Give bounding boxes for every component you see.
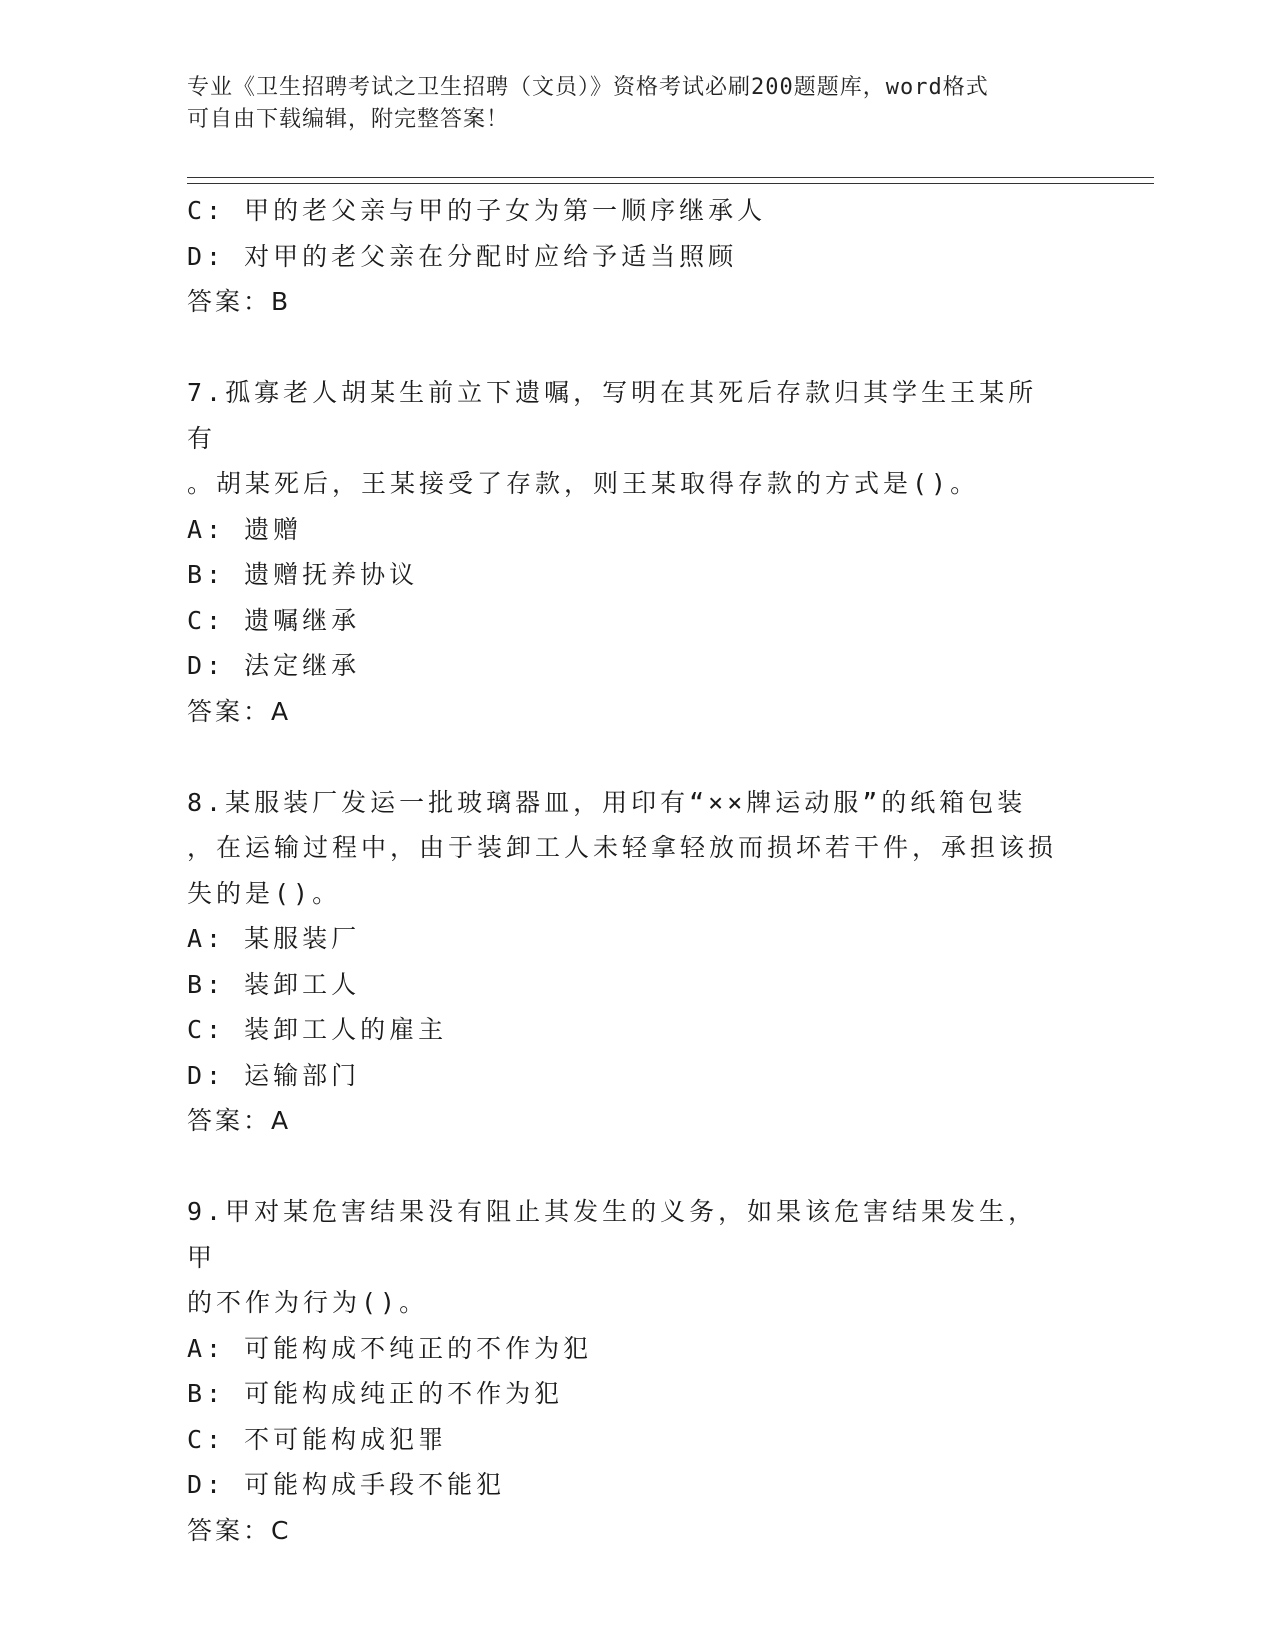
question-stem: 9.甲对某危害结果没有阻止其发生的义务，如果该危害结果发生，甲 bbox=[187, 1197, 1038, 1272]
question-7 bbox=[187, 370, 1057, 734]
answer-line: 答案：C bbox=[187, 1515, 292, 1545]
header-divider bbox=[187, 177, 1154, 184]
spacer bbox=[187, 734, 1057, 780]
option-d: D: 法定继承 bbox=[187, 651, 361, 680]
document-header bbox=[187, 72, 1087, 136]
question-stem: 的不作为行为()。 bbox=[187, 1288, 429, 1317]
question-stem: ，在运输过程中，由于装卸工人未轻拿轻放而损坏若干件，承担该损 bbox=[187, 833, 1058, 862]
answer-line: 答案：A bbox=[187, 1106, 292, 1135]
option-b: B: 装卸工人 bbox=[187, 969, 361, 999]
question-content bbox=[187, 188, 1057, 1553]
option-a: A: 某服装厂 bbox=[187, 924, 361, 953]
option-a: A: 遗赠 bbox=[187, 514, 303, 544]
option-c: C: 遗嘱继承 bbox=[187, 605, 361, 635]
answer-line: 答案：B bbox=[187, 287, 292, 316]
answer-line: 答案：A bbox=[187, 696, 292, 726]
option-d: D: 可能构成手段不能犯 bbox=[187, 1470, 506, 1499]
header-line-1: 专业《卫生招聘考试之卫生招聘（文员）》资格考试必刷200题题库，word格式 bbox=[187, 75, 989, 100]
option-b: B: 遗赠抚养协议 bbox=[187, 560, 419, 589]
option-c: C: 装卸工人的雇主 bbox=[187, 1015, 448, 1044]
option-c: C: 不可能构成犯罪 bbox=[187, 1424, 448, 1454]
spacer bbox=[187, 325, 1057, 371]
spacer bbox=[187, 1144, 1057, 1190]
question-stem: 7.孤寡老人胡某生前立下遗嘱，写明在其死后存款归其学生王某所有 bbox=[187, 378, 1038, 453]
option-a: A: 可能构成不纯正的不作为犯 bbox=[187, 1333, 593, 1363]
header-line-2: 可自由下载编辑，附完整答案！ bbox=[187, 107, 510, 132]
partial-question bbox=[187, 188, 1057, 325]
question-8 bbox=[187, 780, 1057, 1144]
question-stem: 失的是()。 bbox=[187, 878, 342, 908]
option-d: D: 运输部门 bbox=[187, 1060, 361, 1090]
question-stem: 8.某服装厂发运一批玻璃器皿，用印有“××牌运动服”的纸箱包装 bbox=[187, 787, 1027, 817]
option-c: C: 甲的老父亲与甲的子女为第一顺序继承人 bbox=[187, 196, 767, 225]
question-stem: 。胡某死后，王某接受了存款，则王某取得存款的方式是()。 bbox=[187, 469, 980, 498]
option-b: B: 可能构成纯正的不作为犯 bbox=[187, 1379, 564, 1408]
question-9 bbox=[187, 1189, 1057, 1553]
option-d: D: 对甲的老父亲在分配时应给予适当照顾 bbox=[187, 241, 738, 271]
